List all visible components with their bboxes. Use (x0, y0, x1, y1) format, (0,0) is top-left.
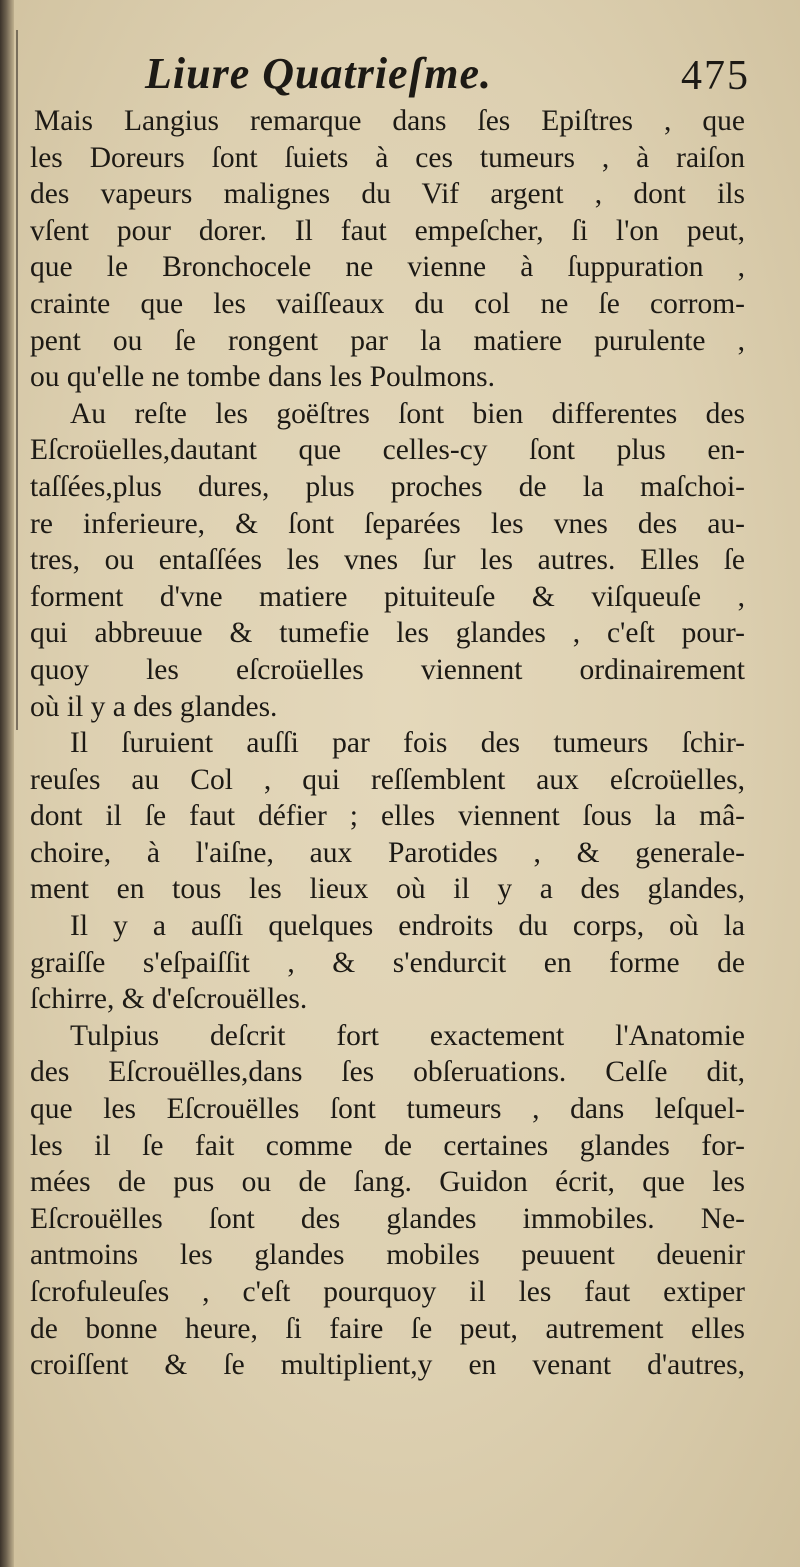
text-line: Il y a auſſi quelques endroits du corps, où la (70, 910, 745, 943)
text-line: les Doreurs ſont ſuiets à ces tumeurs , à raiſon (30, 141, 745, 174)
body-text (30, 103, 745, 1384)
paragraph-1 (30, 103, 745, 396)
text-line: Au reſte les goëſtres ſont bien differentes des (70, 397, 745, 430)
paragraph-3 (30, 725, 745, 908)
text-line: Eſcrouëlles ſont des glandes immobiles. Ne- (30, 1202, 745, 1235)
text-line: vſent pour dorer. Il faut empeſcher, ſi l'on peut, (30, 214, 745, 247)
book-gutter (0, 0, 14, 1567)
text-line: graiſſe s'eſpaiſſit , & s'endurcit en forme de (30, 946, 745, 979)
paragraph-5 (30, 1018, 745, 1384)
text-line: re inferieure, & ſont ſeparées les vnes des au- (30, 507, 745, 540)
text-line: antmoins les glandes mobiles peuuent deuenir (30, 1239, 745, 1272)
paragraph-4 (30, 908, 745, 1018)
text-line: Il ſuruient auſſi par fois des tumeurs ſchir- (70, 727, 745, 760)
text-line: ſchirre, & d'eſcrouëlles. (30, 983, 308, 1016)
paragraph-2 (30, 396, 745, 725)
text-line: que les Eſcrouëlles ſont tumeurs , dans leſquel- (30, 1093, 745, 1126)
page-number: 475 (681, 53, 750, 99)
text-line: choire, à l'aiſne, aux Parotides , & generale- (30, 836, 745, 869)
text-line: que le Bronchocele ne vienne à ſuppuration , (30, 251, 745, 284)
text-line: pent ou ſe rongent par la matiere purulente , (30, 324, 745, 357)
text-line: forment d'vne matiere pituiteuſe & viſqueuſe , (30, 580, 745, 613)
text-line: où il y a des glandes. (30, 690, 278, 723)
text-line: ment en tous les lieux où il y a des glandes, (30, 873, 745, 906)
text-line: Mais Langius remarque dans ſes Epiſtres , que (34, 105, 745, 137)
text-line: les il ſe fait comme de certaines glandes for- (30, 1129, 745, 1162)
gutter-shadow-line (16, 30, 18, 730)
text-line: ou qu'elle ne tombe dans les Poulmons. (30, 361, 495, 394)
page-header (60, 40, 750, 110)
text-line: ſcrofuleuſes , c'eſt pourquoy il les faut extiper (30, 1276, 745, 1308)
text-line: taſſées,plus dures, plus proches de la maſchoi- (30, 470, 745, 503)
text-line: mées de pus ou de ſang. Guidon écrit, que les (30, 1166, 745, 1199)
text-line: reuſes au Col , qui reſſemblent aux eſcroüelles, (30, 763, 745, 796)
running-title: Liure Quatrieſme. (145, 49, 492, 98)
text-line: des Eſcrouëlles,dans ſes obſeruations. Celſe dit, (30, 1056, 745, 1089)
text-line: qui abbreuue & tumefie les glandes , c'eſt pour- (30, 617, 745, 650)
text-line: Tulpius deſcrit fort exactement l'Anatomie (70, 1019, 745, 1052)
text-line: de bonne heure, ſi faire ſe peut, autrement elles (30, 1312, 745, 1345)
text-line: tres, ou entaſſées les vnes ſur les autres. Elles ſe (30, 544, 745, 577)
text-line: Eſcroüelles,dautant que celles-cy ſont plus en- (30, 434, 745, 467)
text-line: croiſſent & ſe multiplient,y en venant d'autres, (30, 1349, 745, 1382)
text-line: dont il ſe faut défier ; elles viennent ſous la mâ- (30, 800, 745, 833)
text-line: quoy les eſcroüelles viennent ordinairement (30, 653, 745, 686)
text-line: crainte que les vaiſſeaux du col ne ſe corrom- (30, 287, 745, 320)
text-line: des vapeurs malignes du Vif argent , dont ils (30, 178, 745, 211)
